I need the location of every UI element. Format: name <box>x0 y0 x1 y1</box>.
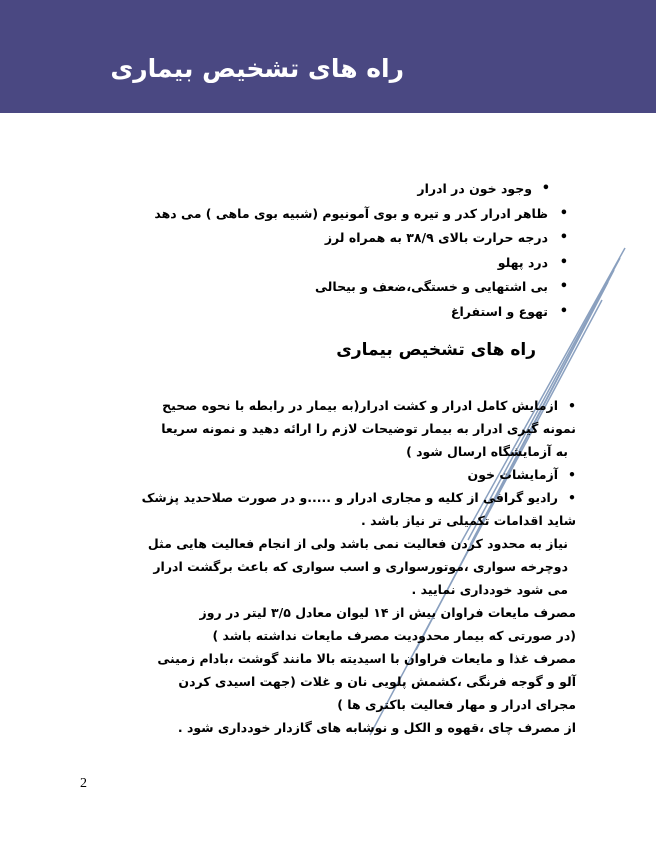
text-line <box>162 394 576 417</box>
section-title: راه های تشخیص بیماری <box>336 340 536 360</box>
list-item: • وجود خون در ادرار <box>150 177 570 202</box>
text-line-content: آزمایشات خون <box>467 467 558 482</box>
text-line: از مصرف چای ،قهوه و الکل و نوشابه های گازدار خودداری شود . <box>177 720 576 735</box>
list-item: • بی اشتهایی و خستگی،ضعف و بیحالی <box>150 275 570 300</box>
bullet-icon: • <box>568 467 576 482</box>
text-line: آلو و گوجه فرنگی ،کشمش پلویی نان و غلات (جهت اسیدی کردن <box>178 674 576 689</box>
text-line: مصرف مایعات فراوان بیش از ۱۴ لیوان معادل ۳/۵ لیتر در روز <box>199 605 576 620</box>
text-line: شاید اقدامات تکمیلی تر نیاز باشد . <box>361 513 576 528</box>
bullet-icon: • <box>568 490 576 505</box>
text-line: می شود خودداری نمایید . <box>411 582 568 597</box>
text-line: نمونه گیری ادرار به بیمار توضیحات لازم را ارائه دهید و نمونه سریعا <box>161 421 576 436</box>
text-line: مصرف غذا و مایعات فراوان با اسیدیته بالا مانند گوشت ،بادام زمینی <box>157 651 576 666</box>
text-line: مجرای ادرار و مهار فعالیت باکتری ها ) <box>337 697 576 712</box>
text-line-content: ازمایش کامل ادرار و کشت ادرار(به بیمار در رابطه با نحوه صحیح <box>162 398 558 413</box>
text-line <box>216 463 576 486</box>
text-line: (در صورتی که بیمار محدودیت مصرف مایعات نداشته باشد ) <box>212 628 576 643</box>
text-line-content: رادیو گرافی از کلیه و مجاری ادرار و .....و در صورت صلاحدید پزشک <box>141 490 558 505</box>
list-item: • درجه حرارت بالای ۳۸/۹ به همراه لرز <box>150 226 570 251</box>
diagnosis-text <box>141 394 576 739</box>
page-title: راه های تشخیص بیماری <box>110 54 404 83</box>
list-item: • ظاهر ادرار کدر و تیره و بوی آمونیوم (شبیه بوی ماهی ) می دهد <box>150 202 570 227</box>
list-item: • درد پهلو <box>150 251 570 276</box>
text-line: نیاز به محدود کردن فعالیت نمی باشد ولی از انجام فعالیت هایی مثل <box>147 536 568 551</box>
page-number: 2 <box>80 776 87 791</box>
text-line: دوچرخه سواری ،موتورسواری و اسب سواری که باعث برگشت ادرار <box>153 559 568 574</box>
text-line <box>141 486 576 509</box>
bullet-icon: • <box>568 398 576 413</box>
symptom-list <box>150 177 570 324</box>
list-item: • تهوع و استفراغ <box>150 300 570 325</box>
text-line: به آزمایشگاه ارسال شود ) <box>406 444 568 459</box>
